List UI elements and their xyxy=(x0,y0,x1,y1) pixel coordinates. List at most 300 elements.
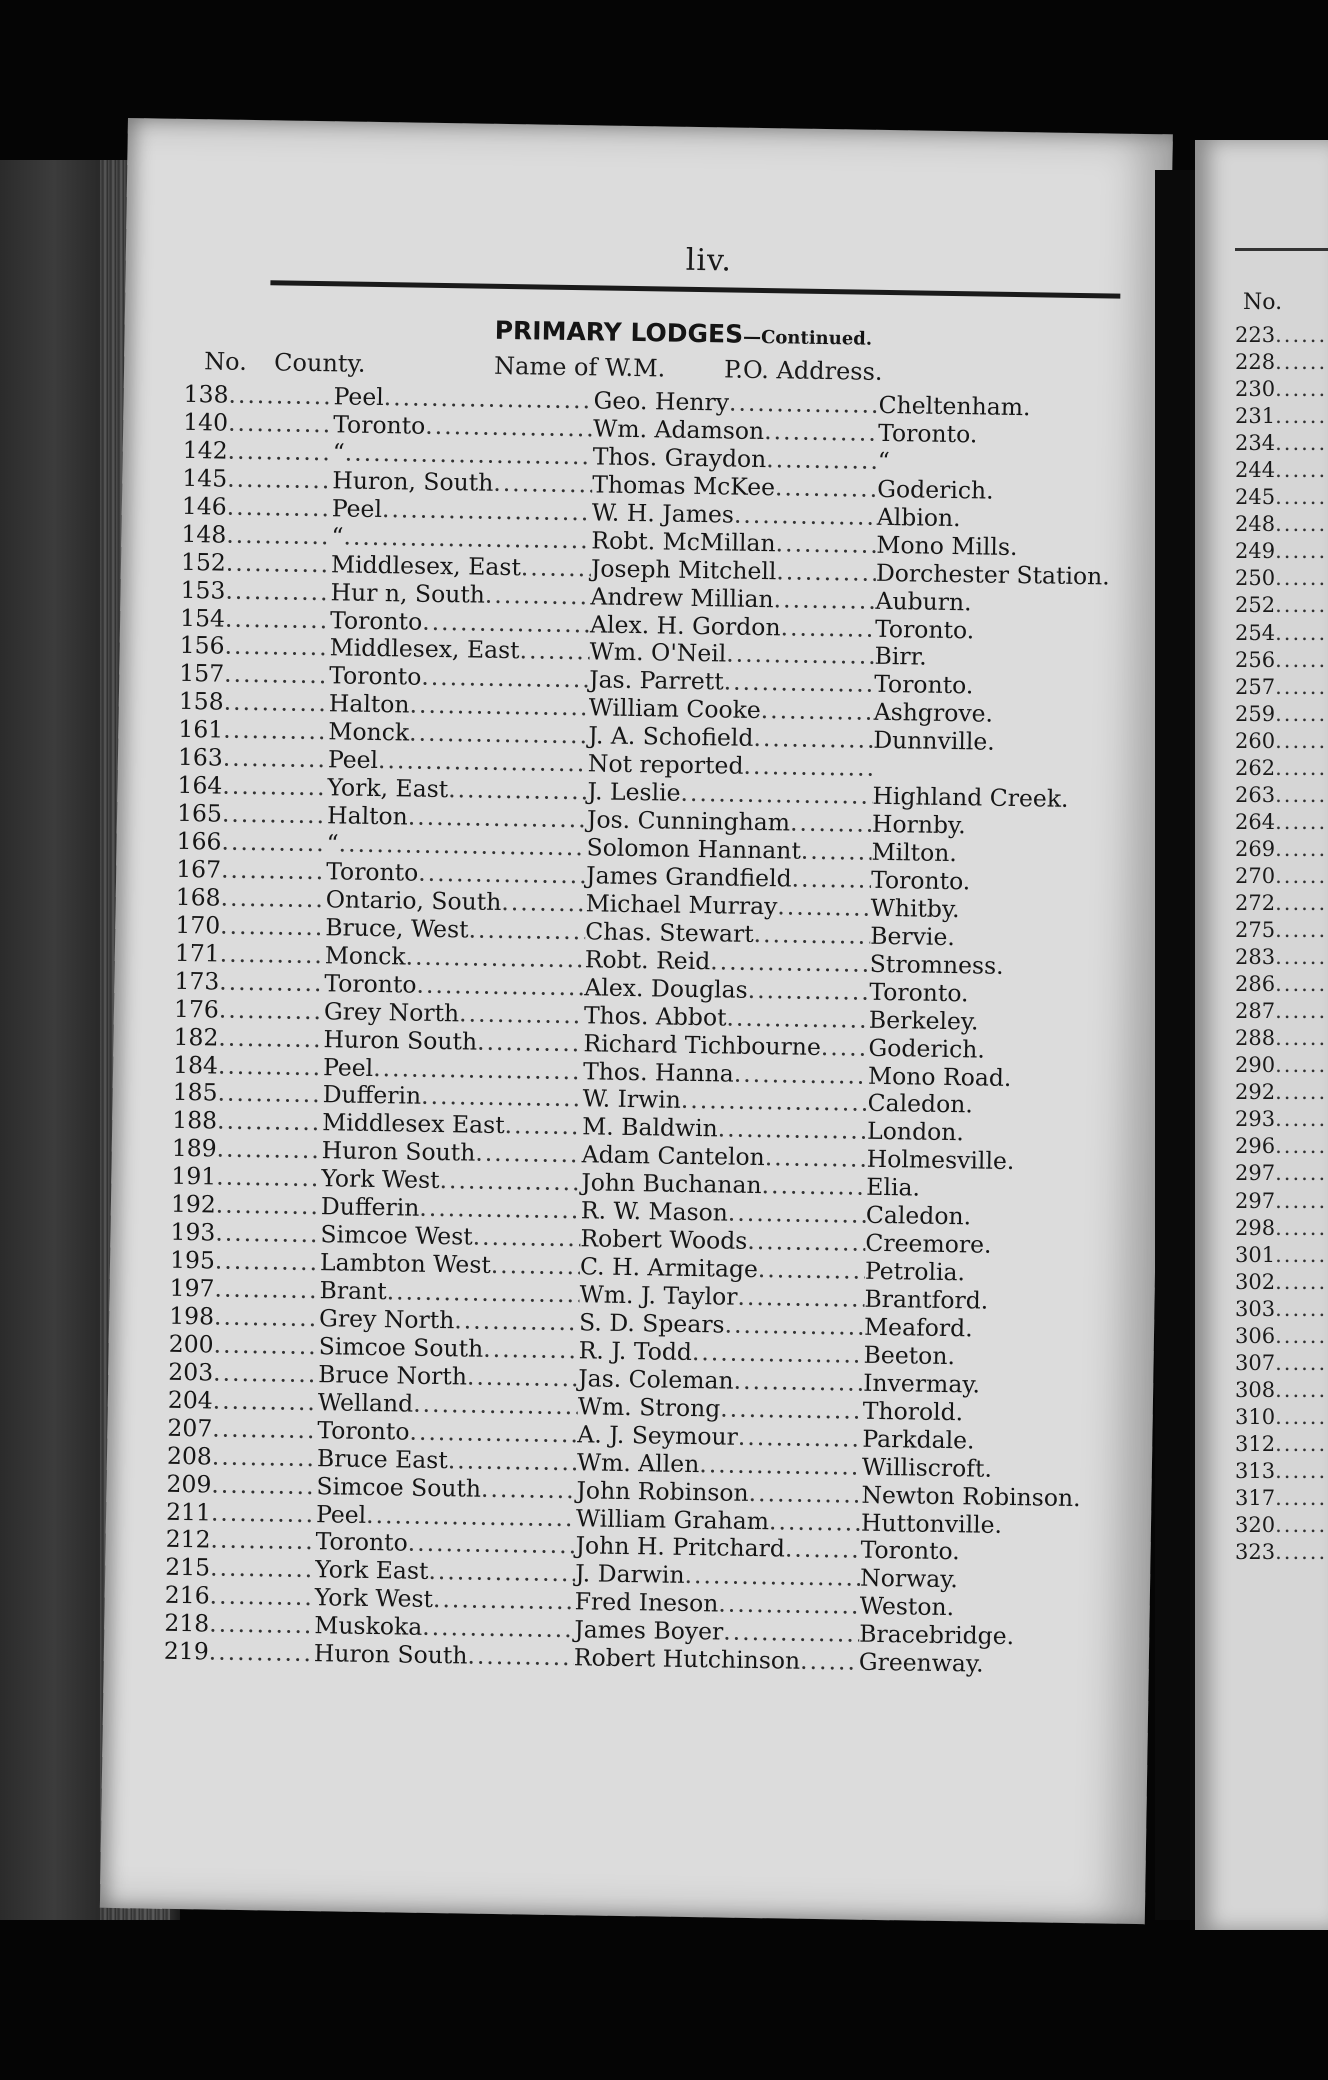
adjacent-list-item xyxy=(1235,1512,1328,1539)
adjacent-column-header-no: No. xyxy=(1243,290,1283,315)
lodge-number: 195 xyxy=(169,1245,216,1275)
lodge-number: 198 xyxy=(168,1301,215,1331)
adjacent-lodge-number: 270 xyxy=(1235,863,1276,888)
leader-dots xyxy=(1275,1052,1328,1079)
county: Toronto xyxy=(329,605,423,636)
leader-dots xyxy=(210,1527,316,1557)
po-address: Milton. xyxy=(871,837,958,868)
adjacent-list-item xyxy=(1235,457,1328,484)
lodge-number-cell xyxy=(169,1275,319,1305)
lodge-number: 193 xyxy=(170,1217,216,1247)
lodge-number-cell xyxy=(183,437,333,467)
lodge-table xyxy=(164,381,1144,1681)
adjacent-list-item xyxy=(1235,430,1328,457)
po-address: London. xyxy=(866,1117,965,1147)
adjacent-lodge-number: 228 xyxy=(1235,350,1276,375)
leader-dots xyxy=(428,1558,575,1588)
lodge-number: 164 xyxy=(177,770,223,800)
adjacent-list-item xyxy=(1235,620,1328,647)
lodge-number: 211 xyxy=(165,1497,212,1526)
leader-dots xyxy=(1275,322,1328,349)
adjacent-list-item xyxy=(1235,403,1328,430)
adjacent-lodge-number: 230 xyxy=(1235,377,1276,402)
leader-dots xyxy=(227,437,333,467)
county: Middlesex, East xyxy=(329,633,520,665)
leader-dots xyxy=(758,1256,865,1286)
leader-dots xyxy=(408,804,588,835)
leader-dots xyxy=(386,1278,579,1309)
county: Peel xyxy=(333,382,384,412)
leader-dots xyxy=(790,810,872,839)
leader-dots xyxy=(493,470,592,500)
leader-dots xyxy=(519,638,590,667)
leader-dots xyxy=(222,773,328,803)
lodge-number-cell xyxy=(170,1247,320,1277)
lodge-number: 168 xyxy=(175,882,221,912)
leader-dots xyxy=(224,633,330,663)
adjacent-list-item xyxy=(1235,647,1328,674)
adjacent-lodge-number: 290 xyxy=(1235,1053,1276,1078)
leader-dots xyxy=(1275,1188,1328,1215)
leader-dots xyxy=(220,912,326,942)
adjacent-lodge-number: 297 xyxy=(1235,1188,1276,1213)
leader-dots xyxy=(433,1586,575,1616)
wm-cell xyxy=(574,1644,859,1676)
county: Dufferin xyxy=(322,1080,422,1111)
leader-dots xyxy=(1275,1350,1328,1377)
adjacent-lodge-number: 296 xyxy=(1235,1134,1276,1159)
lodge-number: 208 xyxy=(166,1441,213,1471)
county: Grey North xyxy=(323,996,460,1027)
po-address: Toronto. xyxy=(877,418,978,449)
adjacent-list-item xyxy=(1235,971,1328,998)
leader-dots xyxy=(1275,1323,1328,1350)
lodge-number: 216 xyxy=(164,1581,210,1610)
adjacent-list-item xyxy=(1235,1160,1328,1187)
page-number: liv. xyxy=(685,242,733,279)
lodge-number: 156 xyxy=(179,631,225,661)
leader-dots xyxy=(800,1648,859,1677)
adjacent-lodge-number: 286 xyxy=(1235,972,1276,997)
lodge-number-cell xyxy=(169,1331,319,1361)
po-address: Invermay. xyxy=(863,1368,981,1399)
county: Toronto xyxy=(332,410,426,440)
section-title-suffix: —Continued. xyxy=(742,326,873,350)
leader-dots xyxy=(1275,1242,1328,1269)
county: Toronto xyxy=(324,968,417,999)
leader-dots xyxy=(224,661,330,691)
leader-dots xyxy=(1275,1296,1328,1323)
lodge-number: 153 xyxy=(180,575,226,605)
leader-dots xyxy=(483,1336,579,1365)
adjacent-list-item xyxy=(1235,376,1328,403)
leader-dots xyxy=(1275,728,1328,755)
leader-dots xyxy=(209,1639,315,1669)
lodge-number: 148 xyxy=(181,519,227,549)
worshipful-master: Robt. McMillan xyxy=(591,526,776,557)
leader-dots xyxy=(1275,647,1328,674)
leader-dots xyxy=(1275,944,1328,971)
leader-dots xyxy=(219,968,325,998)
worshipful-master: Fred Ineson xyxy=(574,1587,719,1618)
po-address: Elia. xyxy=(866,1172,921,1202)
leader-dots xyxy=(422,608,590,639)
leader-dots xyxy=(226,521,332,551)
leader-dots xyxy=(734,1060,869,1090)
adjacent-list-item xyxy=(1235,1188,1328,1215)
po-address: Bervie. xyxy=(870,921,956,951)
adjacent-lodge-number: 244 xyxy=(1235,458,1276,483)
leader-dots xyxy=(1275,1106,1328,1133)
lodge-number-cell xyxy=(176,884,326,914)
leader-dots xyxy=(1275,376,1328,403)
lodge-number-cell xyxy=(171,1163,321,1193)
leader-dots xyxy=(454,1307,579,1337)
column-header-address: P.O. Address. xyxy=(723,355,883,386)
county: York West xyxy=(321,1164,440,1195)
worshipful-master: Jas. Coleman xyxy=(578,1364,734,1395)
leader-dots xyxy=(222,801,328,831)
adjacent-list-item xyxy=(1235,728,1328,755)
worshipful-master: M. Baldwin xyxy=(581,1112,719,1143)
lodge-number-cell xyxy=(164,1610,314,1640)
leader-dots xyxy=(214,1303,320,1333)
leader-dots xyxy=(223,717,329,747)
lodge-number: 170 xyxy=(175,910,221,940)
leader-dots xyxy=(724,1311,864,1341)
leader-dots xyxy=(448,776,588,806)
leader-dots xyxy=(521,554,592,583)
county: Peel xyxy=(331,494,383,523)
leader-dots xyxy=(215,1220,321,1250)
leader-dots xyxy=(1275,971,1328,998)
leader-dots xyxy=(1275,1215,1328,1242)
adjacent-lodge-number: 317 xyxy=(1235,1486,1276,1511)
leader-dots xyxy=(1275,1160,1328,1187)
lodge-number-cell xyxy=(171,1191,321,1221)
book-gutter xyxy=(1155,170,1197,1920)
leader-dots xyxy=(1275,1512,1328,1539)
po-address: Newton Robinson. xyxy=(861,1480,1081,1512)
lodge-number-cell xyxy=(170,1219,320,1249)
leader-dots xyxy=(1275,701,1328,728)
adjacent-list-item xyxy=(1235,1242,1328,1269)
lodge-number-cell xyxy=(172,1135,322,1165)
leader-dots xyxy=(475,1140,582,1170)
leader-dots xyxy=(419,1195,581,1225)
adjacent-list-item xyxy=(1235,511,1328,538)
lodge-number: 165 xyxy=(176,798,223,828)
leader-dots xyxy=(753,921,870,951)
leader-dots xyxy=(1275,998,1328,1025)
worshipful-master: Adam Cantelon xyxy=(581,1140,766,1172)
worshipful-master: W. H. James xyxy=(591,498,735,529)
lodge-number-cell xyxy=(182,493,332,523)
worshipful-master: Thos. Graydon xyxy=(592,442,767,473)
worshipful-master: John Robinson xyxy=(576,1475,749,1507)
lodge-number-cell xyxy=(176,828,326,858)
po-address: Caledon. xyxy=(865,1200,972,1231)
adjacent-lodge-number: 245 xyxy=(1235,485,1276,510)
adjacent-list-item xyxy=(1235,863,1328,890)
leader-dots xyxy=(223,745,329,775)
column-header-wm: Name of W.M. xyxy=(493,351,666,383)
adjacent-lodge-number: 308 xyxy=(1235,1377,1276,1402)
leader-dots xyxy=(1275,1485,1328,1512)
po-address: Mono Road. xyxy=(867,1061,1012,1092)
lodge-number: 173 xyxy=(174,966,220,996)
lodge-number-cell xyxy=(168,1387,318,1417)
lodge-number-cell xyxy=(173,1051,323,1081)
county: “ xyxy=(326,829,339,858)
leader-dots xyxy=(747,977,869,1007)
county: York West xyxy=(314,1583,434,1614)
leader-dots xyxy=(212,1415,318,1445)
adjacent-lodge-number: 310 xyxy=(1235,1404,1276,1429)
county: Simcoe South xyxy=(318,1332,484,1363)
adjacent-list-item xyxy=(1235,1539,1328,1566)
adjacent-list-item xyxy=(1235,701,1328,728)
lodge-number-cell xyxy=(165,1526,315,1556)
county-cell xyxy=(333,411,593,443)
leader-dots xyxy=(1275,809,1328,836)
leader-dots xyxy=(409,692,589,723)
po-address: Meaford. xyxy=(863,1312,973,1343)
leader-dots xyxy=(472,1224,580,1254)
leader-dots xyxy=(1275,538,1328,565)
po-address: Toronto. xyxy=(873,670,974,700)
county: Hur n, South xyxy=(330,577,486,609)
lodge-number: 207 xyxy=(167,1413,213,1443)
lodge-number-cell xyxy=(172,1079,322,1109)
worshipful-master: Robert Hutchinson xyxy=(573,1643,801,1675)
adjacent-lodge-number: 293 xyxy=(1235,1107,1276,1132)
leader-dots xyxy=(753,725,873,755)
leader-dots xyxy=(481,1475,577,1504)
adjacent-lodge-number: 257 xyxy=(1235,674,1276,699)
po-address: Toronto. xyxy=(874,614,975,644)
worshipful-master: Alex. Douglas xyxy=(584,972,748,1004)
adjacent-lodge-number: 288 xyxy=(1235,1026,1276,1051)
lodge-number-cell xyxy=(179,632,329,662)
leader-dots xyxy=(776,558,876,588)
leader-dots xyxy=(216,1136,322,1166)
leader-dots xyxy=(228,382,334,412)
worshipful-master: Joseph Mitchell xyxy=(590,553,777,585)
worshipful-master: Jos. Cunningham xyxy=(586,805,791,837)
adjacent-list-item xyxy=(1235,1458,1328,1485)
adjacent-lodge-number: 252 xyxy=(1235,593,1276,618)
lodge-number: 219 xyxy=(163,1636,209,1666)
adjacent-list-item xyxy=(1235,538,1328,565)
leader-dots xyxy=(1275,1404,1328,1431)
po-address: Ashgrove. xyxy=(873,698,994,728)
worshipful-master: C. H. Armitage xyxy=(579,1252,759,1284)
po-address: Cheltenham. xyxy=(878,390,1031,422)
worshipful-master: Solomon Hannant xyxy=(586,833,802,865)
county: Toronto xyxy=(317,1415,410,1446)
leader-dots xyxy=(780,614,875,643)
leader-dots xyxy=(791,865,871,894)
lodge-number: 145 xyxy=(182,463,228,493)
leader-dots xyxy=(215,1248,321,1278)
leader-dots xyxy=(723,1619,859,1649)
county: Simcoe South xyxy=(316,1471,482,1503)
lodge-number: 157 xyxy=(179,659,225,688)
leader-dots xyxy=(720,1395,863,1425)
leader-dots xyxy=(221,856,327,886)
leader-dots xyxy=(718,1116,868,1146)
lodge-number: 152 xyxy=(180,547,227,577)
lodge-number: 200 xyxy=(168,1329,214,1359)
leader-dots xyxy=(769,1508,861,1537)
county: Middlesex East xyxy=(322,1108,505,1140)
worshipful-master: Thomas McKee xyxy=(592,470,776,502)
county: “ xyxy=(331,521,344,551)
county: Welland xyxy=(317,1387,414,1418)
adjacent-lodge-number: 301 xyxy=(1235,1242,1276,1267)
worshipful-master: Michael Murray xyxy=(585,889,778,921)
po-address: Highland Creek. xyxy=(872,781,1069,813)
leader-dots xyxy=(225,577,331,607)
po-address: Dorchester Station. xyxy=(875,558,1110,591)
po-address: Creemore. xyxy=(865,1228,992,1259)
po-address: Mono Mills. xyxy=(876,530,1018,561)
lodge-number-cell xyxy=(172,1107,322,1137)
adjacent-list-item xyxy=(1235,1485,1328,1512)
leader-dots xyxy=(775,530,876,560)
adjacent-lodge-number: 248 xyxy=(1235,512,1276,537)
adjacent-list-item xyxy=(1235,890,1328,917)
worshipful-master: J. Leslie xyxy=(587,777,681,807)
po-address: Caledon. xyxy=(867,1089,974,1119)
leader-dots xyxy=(723,669,874,699)
lodge-number: 218 xyxy=(164,1609,210,1638)
lodge-number: 188 xyxy=(172,1106,218,1135)
worshipful-master: Wm. Strong xyxy=(577,1391,721,1423)
worshipful-master: Geo. Henry xyxy=(593,386,730,417)
adjacent-lodge-number: 263 xyxy=(1235,782,1276,807)
adjacent-list-item xyxy=(1235,809,1328,836)
leader-dots xyxy=(1275,565,1328,592)
po-address: Thorold. xyxy=(862,1396,964,1427)
county: Middlesex, East xyxy=(330,549,522,581)
leader-dots xyxy=(681,1087,868,1118)
adjacent-lodge-number: 312 xyxy=(1235,1431,1276,1456)
leader-dots xyxy=(726,641,875,671)
po-address: Toronto. xyxy=(860,1536,960,1566)
leader-dots xyxy=(227,465,333,495)
leader-dots xyxy=(710,948,870,978)
leader-dots xyxy=(1275,349,1328,376)
lodge-number-cell xyxy=(165,1582,315,1612)
lodge-number-cell xyxy=(179,660,329,690)
adjacent-lodge-number: 292 xyxy=(1235,1080,1276,1105)
lodge-number-cell xyxy=(174,995,324,1025)
adjacent-lodge-number: 234 xyxy=(1235,431,1276,456)
county: Dufferin xyxy=(320,1192,420,1222)
county: Huron South xyxy=(313,1639,468,1670)
lodge-number-cell xyxy=(166,1498,316,1528)
adjacent-list-item xyxy=(1235,1079,1328,1106)
county: Peel xyxy=(315,1499,367,1529)
county: Huron, South xyxy=(332,466,494,497)
leader-dots xyxy=(680,780,872,811)
adjacent-page-rule xyxy=(1235,248,1328,251)
leader-dots xyxy=(692,1339,864,1370)
adjacent-lodge-number: 298 xyxy=(1235,1215,1276,1240)
lodge-number: 146 xyxy=(181,491,227,521)
lodge-number: 182 xyxy=(173,1022,219,1052)
adjacent-lodge-number: 287 xyxy=(1235,999,1276,1024)
worshipful-master: Robt. Reid xyxy=(584,945,711,975)
adjacent-lodge-number: 254 xyxy=(1235,620,1276,645)
leader-dots xyxy=(1275,755,1328,782)
leader-dots xyxy=(766,446,878,476)
leader-dots xyxy=(218,1052,324,1082)
po-address: Auburn. xyxy=(875,586,972,616)
leader-dots xyxy=(728,1200,866,1230)
worshipful-master: Richard Tichbourne xyxy=(583,1028,822,1061)
po-address: Weston. xyxy=(859,1591,955,1622)
adjacent-list-item xyxy=(1235,1350,1328,1377)
leader-dots xyxy=(421,664,589,695)
county: Toronto xyxy=(329,661,422,692)
leader-dots xyxy=(211,1499,317,1529)
worshipful-master: J. Darwin xyxy=(574,1559,685,1590)
county: Halton xyxy=(328,689,410,719)
po-address: Birr. xyxy=(874,642,927,672)
worshipful-master: J. A. Schofield xyxy=(588,721,754,753)
adjacent-list-item xyxy=(1235,349,1328,376)
adjacent-lodge-number: 297 xyxy=(1235,1161,1276,1186)
column-header-no: No. xyxy=(203,347,248,376)
leader-dots xyxy=(1275,457,1328,484)
lodge-number-cell xyxy=(175,912,325,942)
county: Grey North xyxy=(318,1304,455,1335)
leader-dots xyxy=(761,697,874,727)
lodge-number: 215 xyxy=(165,1553,211,1582)
po-address: Hornby. xyxy=(871,809,966,840)
leader-dots xyxy=(743,753,873,783)
po-address: Greenway. xyxy=(858,1647,984,1678)
po-address: “ xyxy=(877,446,890,475)
leader-dots xyxy=(405,943,585,974)
lodge-number-cell xyxy=(180,604,330,634)
adjacent-list-item xyxy=(1235,1323,1328,1350)
leader-dots xyxy=(729,389,879,419)
leader-dots xyxy=(217,1108,323,1138)
leader-dots xyxy=(425,413,593,444)
leader-dots xyxy=(1275,890,1328,917)
leader-dots xyxy=(1275,1269,1328,1296)
worshipful-master: W. Irwin xyxy=(582,1084,682,1115)
leader-dots xyxy=(761,1172,866,1202)
leader-dots xyxy=(468,916,585,946)
leader-dots xyxy=(422,1614,575,1644)
adjacent-lodge-number: 307 xyxy=(1235,1350,1276,1375)
leader-dots xyxy=(226,549,332,579)
lodge-number-cell xyxy=(173,1023,323,1053)
worshipful-master: Thos. Abbot xyxy=(583,1000,727,1032)
leader-dots xyxy=(734,501,877,531)
po-address: Huttonville. xyxy=(860,1508,1003,1539)
lodge-number-cell xyxy=(167,1414,317,1444)
leader-dots xyxy=(1275,1539,1328,1566)
leader-dots xyxy=(212,1443,318,1473)
lodge-number: 167 xyxy=(175,854,222,884)
leader-dots xyxy=(501,889,586,918)
